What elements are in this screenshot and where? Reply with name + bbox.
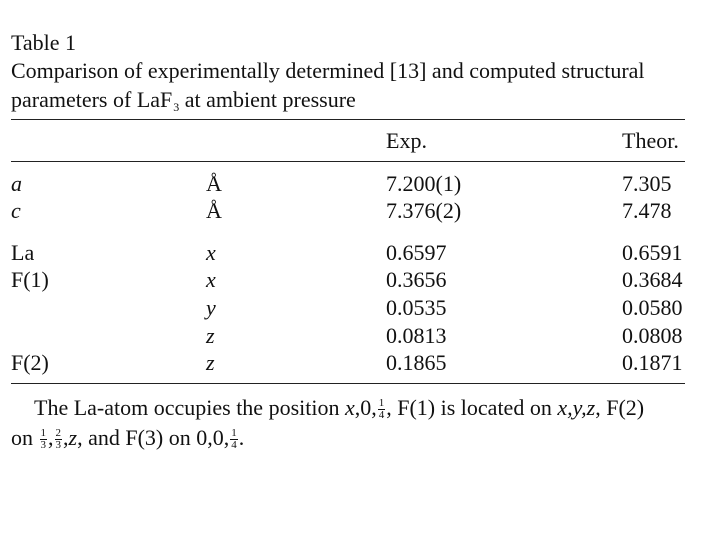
fn-text-7: on — [11, 425, 33, 450]
header-theor: Theor. — [622, 128, 679, 153]
fn-text-3: ,0, — [354, 395, 377, 420]
fn-text-8: , — [48, 425, 54, 450]
exp-a: 7.200(1) — [386, 171, 462, 196]
coord-f1-y: y — [206, 295, 216, 320]
table-footnote — [11, 393, 701, 453]
exp-f1-x: 0.3656 — [386, 267, 447, 292]
header-exp: Exp. — [386, 128, 427, 153]
exp-f2-z: 0.1865 — [386, 350, 447, 375]
fraction-one-quarter — [378, 398, 386, 421]
param-c: c — [11, 198, 21, 223]
caption-text-pre: parameters of LaF — [11, 87, 173, 112]
fn-var-xyz: x,y,z — [557, 395, 596, 420]
frac-num: 1 — [378, 397, 385, 410]
param-f2: F(2) — [11, 350, 49, 375]
table-caption — [11, 56, 701, 122]
fraction-one-third — [40, 428, 48, 451]
theor-f1-x: 0.3684 — [622, 267, 683, 292]
theor-la-x: 0.6591 — [622, 240, 683, 265]
param-a: a — [11, 171, 22, 196]
coord-la-x: x — [206, 240, 216, 265]
theor-a: 7.305 — [622, 171, 672, 196]
caption-line-1: Comparison of experimentally determined [13] and computed structural — [11, 58, 645, 83]
theor-f1-y: 0.0580 — [622, 295, 683, 320]
top-rule — [11, 119, 685, 120]
param-f1: F(1) — [11, 267, 49, 292]
param-la: La — [11, 240, 35, 265]
table-label: Table 1 — [11, 30, 77, 55]
frac-den: 4 — [231, 439, 237, 452]
fraction-one-quarter-2 — [230, 428, 238, 451]
fn-var-x: x — [344, 395, 355, 420]
frac-den: 3 — [40, 439, 46, 452]
header-rule — [11, 161, 685, 162]
caption-line-2 — [11, 85, 701, 122]
unit-c: Å — [206, 198, 222, 223]
frac-num: 1 — [231, 427, 237, 440]
fn-text-9: , — [63, 425, 69, 450]
frac-num: 2 — [55, 427, 61, 440]
theor-c: 7.478 — [622, 198, 672, 223]
unit-a: Å — [206, 171, 222, 196]
exp-la-x: 0.6597 — [386, 240, 447, 265]
fn-text-4: , F(1) is located on — [386, 395, 552, 420]
fn-text-12: . — [238, 425, 245, 450]
bottom-rule — [11, 383, 685, 384]
footnote-line-1 — [11, 393, 701, 423]
footnote-line-2 — [11, 423, 701, 453]
fn-text-11: , and F(3) on 0,0, — [77, 425, 230, 450]
caption-subscript: 3 — [173, 100, 180, 114]
fn-var-z: z — [68, 425, 78, 450]
fn-text-1: The La-atom occupies the position — [34, 395, 340, 420]
exp-c: 7.376(2) — [386, 198, 462, 223]
theor-f2-z: 0.1871 — [622, 350, 683, 375]
coord-f2-z: z — [206, 350, 215, 375]
fn-text-6: , F(2) — [595, 395, 645, 420]
coord-f1-x: x — [206, 267, 216, 292]
exp-f1-y: 0.0535 — [386, 295, 447, 320]
frac-num: 1 — [40, 427, 46, 440]
frac-den: 4 — [378, 409, 385, 422]
caption-text-post: at ambient pressure — [184, 87, 356, 112]
coord-f1-z: z — [206, 323, 215, 348]
exp-f1-z: 0.0813 — [386, 323, 447, 348]
theor-f1-z: 0.0808 — [622, 323, 683, 348]
frac-den: 3 — [55, 439, 61, 452]
fraction-two-thirds — [55, 428, 63, 451]
